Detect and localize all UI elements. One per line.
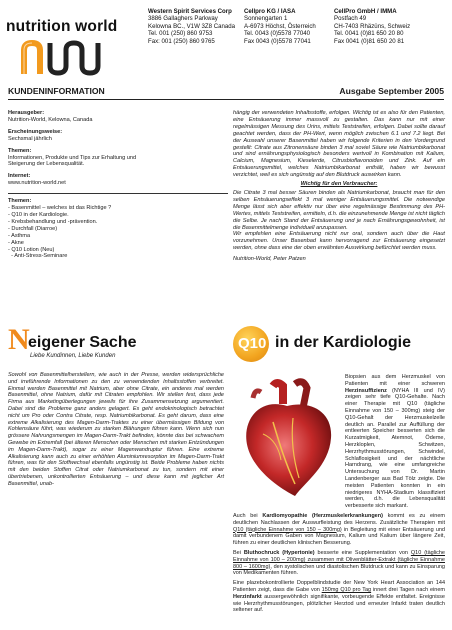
address-switzerland: CellPro GmbH / IMMA Postfach 49 CH-7403 Rhäzüns, Schweiz Tel. 0041 (0)81 650 20 80 Fax 0041 (0)81 650 20 81	[334, 8, 411, 45]
signature: Nutrition-World, Peter Patzen	[233, 256, 306, 263]
list-item: - Asthma	[8, 232, 31, 239]
list-item: - Q10 Lotion (Neu)	[8, 246, 55, 253]
address-austria: Cellpro KG / IASA Sonnengarten 1 A-6973 Höchst, Österreich Tel. 0043 (0)5578 77040 Fax 0043 (0)5578 77041	[244, 8, 316, 45]
q10-paragraphs	[233, 513, 445, 617]
website-link[interactable]: www.nutrition-world.net	[8, 180, 66, 187]
section-title: in der Kardiologie	[275, 334, 412, 351]
divider	[8, 193, 228, 194]
nutrition-world-logo	[6, 18, 124, 76]
dropcap-letter: N	[8, 323, 30, 356]
logo-text: nutrition world	[6, 18, 118, 35]
section-title: eigener Sache	[28, 334, 137, 351]
q10-badge: Q10	[233, 326, 269, 362]
list-item: - Akne	[8, 239, 24, 246]
own-affairs-body: Sowohl von Basenmittelherstellern, wie auch in der Presse, werden widersprüchliche und irreführende Informationen zu den zu verwendenden Inhaltsstoffen verbreitet. Einmal werden Basenmittel mit Natrium, aber ohne Citrate, ein anderes mal werden Basenmittel, ohne Natrium, dafür mit Citraten empfohlen. Wir stellen fest, dass jede Firma aus Marketingüberlegungen jeweils für ihre Zusammensetzung argumentiert. Dabei sind die Probleme ganz anders gelagert. Es geht endokrinologisch betrachtet nicht um Pro oder Contra Citrate, resp. Natriumbikarbonat. Es geht darum, dass eine extreme Alkalisierung des Magen-Darm-Traktes zu einer übermässigen Bildung von Kohlensäure führt, was wiederum zu starken Blähungen führen kann. Wenn sich nun grössere Nahrungsmengen im Magen-Darm-Trakt befinden, könnte das bei schwachem Gewebe im Extremfall (bei älteren Menschen oder Menschen mit starken Entzündungen im Magen-Darm-Trakt), sogar zu einer Magenwandruptur führen. Eine extreme Alkalisierung kann auch zu einer erhöhten Aluminiumresorption im Magen-Darm-Trakt führen, was für den Stoffwechsel ebenfalls ungünstig ist. Beide Probleme haben nichts mit den beiden Stoffen Citrat oder Natriumkarbonat zu tun, sondern mit einer übertriebenen, unkontrollierten Entsäuerung – und diese kann mit jeglicher Art Basenmittel, unab-	[8, 372, 224, 487]
q10-paragraph-2: Auch bei Kardiomyopathie (Herzmuskelerkrankungen) kommt es zu einem deutlichen Nachlassen der Auswurfleistung des Herzens. Zusätzliche Therapien mit Q10 (tägliche Einnahme von 150 – 300mg) in Begleitung mit einer Entsäuerung und damit verbundenem Gaben von Magnesium, Kalium und Kalium über längere Zeit, führen zu einer deutlichen klinischen Besserung.	[233, 512, 445, 547]
info-column: Herausgeber: Nutrition-World, Kelowna, Canada Erscheinungsweise: Sechsmal jährlich Themen: Informationen, Produkte und Tips zur Erhaltung und Steigerung der Lebensqualität. Internet: www.nutrition-world.net Themen: - Basenmittel – welches ist das Richtige ? - Q10 in der Kardiologie. - Krebsbehandlung und -prävention. - Durchfall (Diarroe) - Asthma - Akne - Q10 Lotion (Neu) - Anti-Stress-Seminare	[8, 110, 228, 260]
list-item: - Q10 in der Kardiologie.	[8, 211, 69, 218]
logo-nw-mark	[20, 40, 110, 76]
q10-paragraph-3: Bei Bluthochruck (Hypertonie) besserte eine Supplementation von Q10 (tägliche Einnahme von 100 – 200mg) zusammen mit Olivenblätter-Extrakt (tägliche Einnahme 800 – 1600mg), den systolischen und diastolischen Blutdruck und kann zu Einsparung von Medikamenten führen.	[233, 549, 445, 577]
address-canada: Western Spirit Services Corp 3886 Gallaghers Parkway Kelowna BC., V1W 3Z8 Canada Tel. 001 (250) 860 9753 Fax: 001 (250) 860 9765	[148, 8, 236, 45]
page-title: KUNDENINFORMATION	[8, 86, 105, 96]
section-heading-own-affairs	[8, 323, 224, 364]
q10-paragraph-4: Eine plazebokontrollierte Doppelblindstudie der New York Heart Association an 144 Patienten zeigt, dass die Gabe von 150mg Q10 pro Tag innert drei Tagen nach einem Herzinfarkt aussergewöhnlich signifikante, vorbeugende Effekte entfaltet. Ereignisse wie Herzrhythmusstörungen, plötzlicher Herztod und erneuter Infarkt traten deutlich seltener auf.	[233, 580, 445, 614]
list-item: - Krebsbehandlung und -prävention.	[8, 218, 98, 225]
section-heading-q10	[233, 326, 445, 366]
themes-list	[8, 205, 228, 260]
subheading: Wichtig für den Verbraucher:	[300, 181, 378, 188]
title-bar	[8, 86, 444, 100]
salutation: Liebe Kundinnen, Liebe Kunden	[30, 353, 116, 359]
basenmittel-article-continued: hängig der verwendeten Inhaltsstoffe, erfolgen. Wichtig ist es also für den Patienten, eine Entsäuerung immer massvoll zu gestalten. Das kann nur mit einer regelmässigen Messung des Urins, mittels Teststreifen, erfolgen. Dabei sollte darauf geachtet werden, dass der PH-Wert, wenn möglich zwischen 6.1 und 7.2 liegt. Bei der Auswahl unserer Basenmittel haben wir folgende Kriterien in den Vordergrund gestellt: Citrate aus Zitronensäure binden 3 mal soviel Säure wie Natriumbikarbonat und sind ernährungsphysiologisch besonders wertvoll in Kombination mit Kalium, Calcium, Magnesium, Kieselerde, Citrusbioflavonoiden und Zink. Auf ein Entsäuerungsmittel, welches Natriumbikarbonat enthält, haben wir bewusst verzichtet, weil es sich ungünstig auf den Blutdruck auswirken kann. Wichtig für den Verbraucher: Die Citrate 3 mal besser Säuren binden als Natriumkarbonat, braucht man für den selben Entsäuerungseffekt 3 mal weniger Entsäuerungsmittel. Die notwendige Menge lässt sich aber effektiv nur über eine regelmässige Bestimmung des PH-Wertes, mittels Teststreifen, ermitteln, d.h. die einzunehmende Menge ist nicht täglich die Selbe. Je nach Stand der Entsäuerung und je nach Ernährungsgewohnheit, ist die Basenmittelmenge individuell anzupassen. Wir empfehlen eine Entsäuerung nicht nur oral, sondern auch über die Haut vorzunehmen. Unser Basenbad kann hervorragend zur Entsäuerung eingesetzt werden, ohne dass eine der oben erwähnten Auswirkung befürchtet werden muss. Nutrition-World, Peter Patzen	[233, 110, 445, 263]
list-item: - Anti-Stress-Seminare	[8, 253, 68, 260]
list-item: - Durchfall (Diarroe)	[8, 225, 58, 232]
issue-date: Ausgabe September 2005	[339, 86, 444, 96]
q10-paragraph-1: Biopsien aus dem Herzmuskel von Patienten mit einer schweren Herzinsuffizienz (NYHA III und IV) zeigen sehr tiefe Q10-Gehalte. Nach einer Therapie mit Q10 (tägliche Einnahme von 150 – 300mg) steig der Q10-Gehalt der Herzmuskelzelle deutlich an. Parallel zur Auffüllung der entleerten Speicher besserten sich die Kurzatmigkeit, Atemnot, Ödeme, Herzkloplen, Schwitzen, Herzrhythmusstörungen, Schwindel, Schlaflosigkeit und der nächtliche Harndrang, wie eine umfangreiche Untersuchung von Dr. Martin Landenberger aus Bad Tölz zeigte. Die meisten Patienten konnten in ein niedrigeres NYHA-Stadium klassifiziert werden, d.h. die Lebensqualität verbesserte sich markant.	[345, 374, 445, 510]
list-item: - Basenmittel – welches ist das Richtige ?	[8, 205, 112, 212]
